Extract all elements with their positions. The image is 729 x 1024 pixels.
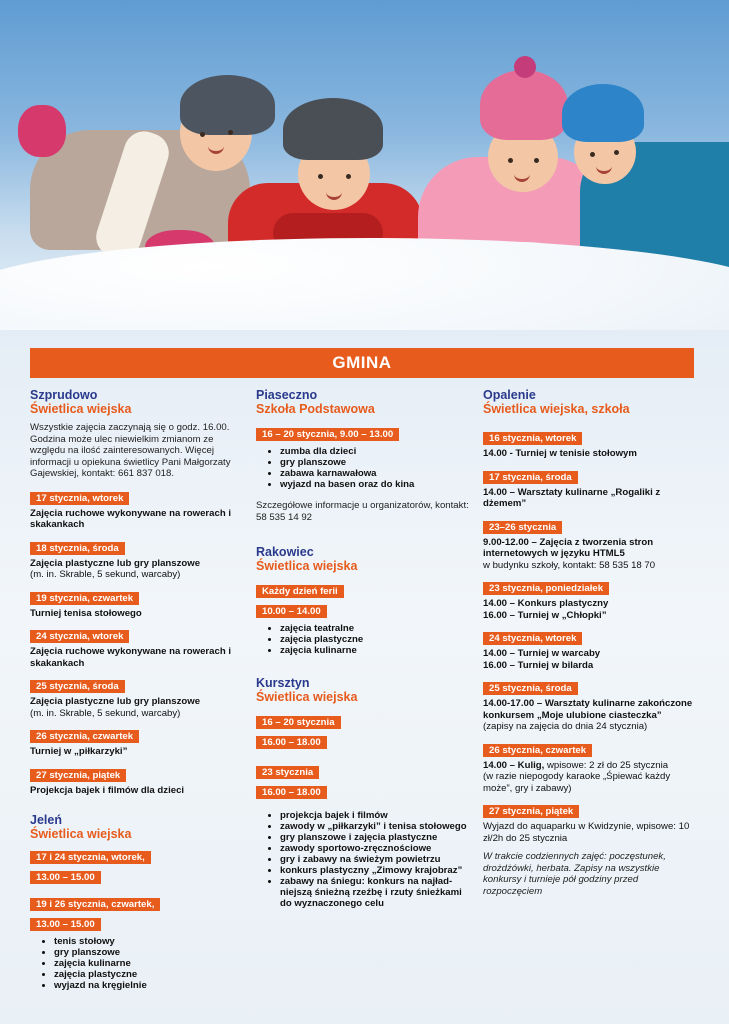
section-title: GMINA (30, 348, 694, 378)
event-block (483, 467, 698, 510)
list-item: • zawody w „piłkarzyki” i tenisa stołowego (280, 821, 470, 832)
event-line: 14.00-17.00 – Warsztaty kulinarne zakończone konkursem „Moje ulubione ciasteczka” (483, 698, 693, 721)
place-name: Opalenie (483, 388, 536, 402)
date-tag: 25 stycznia, środa (30, 680, 125, 693)
column-szprudowo-jelen (30, 388, 242, 997)
event-block (483, 578, 698, 621)
list-item: • gry planszowe (54, 947, 242, 958)
event-block (483, 628, 698, 671)
list-item: • gry i zabawy na świeżym powietrzu (280, 854, 470, 865)
venue-name: Świetlica wiejska (256, 690, 358, 704)
event-line: Zajęcia plastyczne lub gry planszowe (30, 696, 201, 707)
info-text: Szczegółowe informacje u organizatorów, kontakt: 58 535 14 92 (256, 500, 469, 523)
event-line: 14.00 – Warsztaty kulinarne „Rogaliki z dżemem” (483, 486, 661, 509)
info-text: Wszystkie zajęcia zaczynają się o godz. 16.00. Godzina może ulec niewielkim zmianom ze względu na ilość zainteresowanych. Więcej informacji u opiekuna świetlicy Pani Małgorzaty Gajewskiej, kontakt: 661 837 018. (30, 422, 231, 479)
column-opalenie (483, 388, 698, 897)
event-line: Turniej w „piłkarzyki” (30, 746, 128, 757)
place-name: Rakowiec (256, 545, 314, 559)
event-line: 9.00-12.00 – Zajęcia z tworzenia stron internetowych w języku HTML5 (483, 536, 654, 559)
date-tag: 27 stycznia, piątek (483, 805, 579, 818)
event-line: Projekcja bajek i filmów dla dzieci (30, 784, 185, 796)
event-extra: (m. in. Skrable, 5 sekund, warcaby) (30, 707, 181, 719)
place-name: Szprudowo (30, 388, 98, 402)
activity-list (30, 936, 242, 991)
activity-list (256, 446, 470, 490)
child-grey-hat (30, 70, 260, 270)
date-tag: 19 i 26 stycznia, czwartek, (30, 898, 160, 911)
event-line: 16.00 – Turniej w bilarda (483, 659, 594, 671)
event-line: 14.00 - Turniej w tenisie stołowym (483, 448, 637, 459)
list-item: • gry planszowe i zajęcia plastyczne (280, 832, 470, 843)
event-line: Zajęcia ruchowe wykonywane na rowerach i skakankach (30, 646, 232, 669)
date-tag: 25 stycznia, środa (483, 682, 578, 695)
list-item: • wyjazd na basen oraz do kina (280, 479, 470, 490)
place-name: Jeleń (30, 813, 62, 827)
event-block (30, 765, 242, 797)
event-inline-extra: wpisowe: 2 zł do 25 stycznia (544, 759, 669, 771)
time-tag: 13.00 – 15.00 (30, 871, 101, 884)
list-item: • zabawy na śniegu: konkurs na najład-niejszą śnieżną rzeźbę i rzuty śnieżkami do wyznaczonego celu (280, 876, 470, 909)
event-block (30, 847, 242, 887)
venue-name: Szkoła Podstawowa (256, 402, 375, 416)
event-line: 14.00 – Konkurs plastyczny (483, 598, 609, 609)
event-block (30, 894, 242, 991)
list-item: • tenis stołowy (54, 936, 242, 947)
activity-list (256, 810, 470, 909)
venue-name: Świetlica wiejska, szkoła (483, 402, 630, 416)
date-tag: 16 – 20 stycznia (256, 716, 341, 729)
event-block (30, 538, 242, 581)
date-tag: 17 stycznia, środa (483, 471, 578, 484)
date-tag: 16 – 20 stycznia, 9.00 – 13.00 (256, 428, 399, 441)
time-tag: 10.00 – 14.00 (256, 605, 327, 618)
list-item: • zajęcia kulinarne (54, 958, 242, 969)
date-tag: 24 stycznia, wtorek (30, 630, 129, 643)
list-item: • wyjazd na kręgielnie (54, 980, 242, 991)
event-block (30, 726, 242, 758)
list-item: • zajęcia plastyczne (54, 969, 242, 980)
list-item: • zawody sportowo-zręcznościowe (280, 843, 470, 854)
date-tag: Każdy dzień ferii (256, 585, 344, 598)
event-block (483, 740, 698, 795)
venue-name: Świetlica wiejska (30, 827, 132, 841)
column-piaseczno-rakowiec-kursztyn (256, 388, 470, 915)
event-block (483, 678, 698, 733)
date-tag: 17 stycznia, wtorek (30, 492, 129, 505)
event-extra: (w razie niepogody karaoke „Śpiewać każdy może”, gry i zabawy) (483, 771, 671, 794)
snowbank (0, 238, 729, 330)
activity-list (256, 623, 470, 656)
time-tag: 16.00 – 18.00 (256, 736, 327, 749)
date-tag: 26 stycznia, czwartek (30, 730, 139, 743)
event-block (30, 488, 242, 531)
event-line: Zajęcia plastyczne lub gry planszowe (30, 557, 201, 569)
date-tag: 17 i 24 stycznia, wtorek, (30, 851, 151, 864)
time-tag: 16.00 – 18.00 (256, 786, 327, 799)
header-photo (0, 0, 729, 330)
date-tag: 19 stycznia, czwartek (30, 592, 139, 605)
event-line-bold: 14.00 – Kulig, (483, 759, 545, 771)
list-item: • zajęcia teatralne (280, 623, 470, 634)
list-item: • gry planszowe (280, 457, 470, 468)
event-extra: w budynku szkoły, kontakt: 58 535 18 70 (483, 559, 656, 571)
list-item: • projekcja bajek i filmów (280, 810, 470, 821)
footer-note: W trakcie codziennych zajęć: poczęstunek, drożdżówki, herbata. Zapisy na wszystkie konkursy i turnieje pół godziny przed rozpoczęciem (483, 851, 666, 897)
event-line: 14.00 – Turniej w warcaby (483, 648, 601, 659)
venue-name: Świetlica wiejska (30, 402, 132, 416)
event-block (483, 428, 698, 460)
date-tag: 26 stycznia, czwartek (483, 744, 592, 757)
date-tag: 23 stycznia (256, 766, 319, 779)
event-extra: (m. in. Skrable, 5 sekund, warcaby) (30, 569, 181, 580)
date-tag: 27 stycznia, piątek (30, 769, 126, 782)
place-name: Kursztyn (256, 676, 310, 690)
event-extra: Wyjazd do aquaparku w Kwidzynie, wpisowe: 10 zł/2h do 25 stycznia (483, 821, 690, 844)
event-block (30, 626, 242, 669)
date-tag: 18 stycznia, środa (30, 542, 125, 555)
list-item: • zabawa karnawałowa (280, 468, 470, 479)
time-tag: 13.00 – 15.00 (30, 918, 101, 931)
place-name: Piaseczno (256, 388, 318, 402)
date-tag: 16 stycznia, wtorek (483, 432, 582, 445)
list-item: • zajęcia kulinarne (280, 645, 470, 656)
event-block (30, 588, 242, 620)
date-tag: 23–26 stycznia (483, 521, 562, 534)
date-tag: 24 stycznia, wtorek (483, 632, 582, 645)
list-item: • konkurs plastyczny „Zimowy krajobraz” (280, 865, 470, 876)
event-extra: (zapisy na zajęcia do dnia 24 stycznia) (483, 721, 648, 732)
event-block (30, 676, 242, 719)
date-tag: 23 stycznia, poniedziałek (483, 582, 609, 595)
event-line: 16.00 – Turniej w „Chłopki” (483, 609, 607, 621)
event-line: Zajęcia ruchowe wykonywane na rowerach i skakankach (30, 507, 232, 530)
event-block (483, 517, 698, 572)
event-line (483, 760, 698, 772)
venue-name: Świetlica wiejska (256, 559, 358, 573)
event-line: Turniej tenisa stołowego (30, 607, 142, 619)
list-item: • zajęcia plastyczne (280, 634, 470, 645)
list-item: • zumba dla dzieci (280, 446, 470, 457)
event-block (483, 801, 698, 844)
